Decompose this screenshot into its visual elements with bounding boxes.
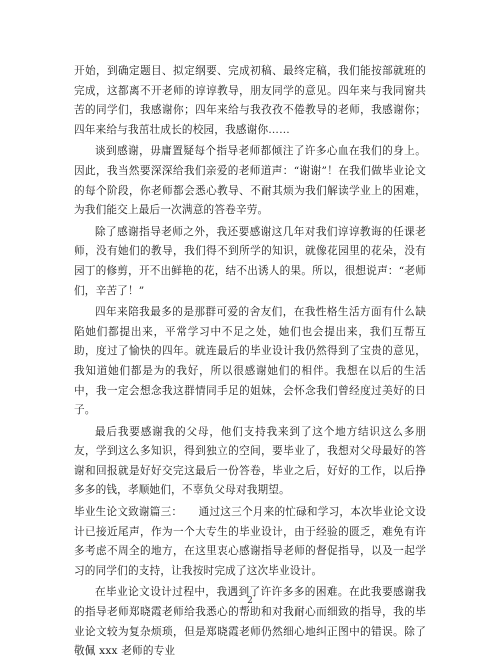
paragraph-4: 四年来陪我最多的是那群可爱的舍友们，在我性格生活方面有什么缺陷她们都提出来，平常学习中不足之处，她们也会提出来，我们互帮互助，度过了愉快的四年。就连最后的毕业设计我仍然得到了宝贵的意见，我知道她们都是为的我好，所以很感谢她们的相伴。我想在以后的生活中，我一定会想念我这群情同手足的姐妹，会怀念我们曾经度过美好的日子。 — [74, 306, 426, 417]
paragraph-7: 在毕业论文设计过程中，我遇到了许许多多的困难。在此我要感谢我的指导老师郑晓霞老师给我悉心的帮助和对我耐心而细致的指导，我的毕业论文较为复杂烦琐，但是郑晓霞老师仍然细心地纠正图中的错误。除了敬佩 xxx 老师的专业 — [74, 586, 426, 658]
paragraph-2: 谈到感谢，毋庸置疑每个指导老师都倾注了许多心血在我们的身上。因此，我当然要深深给我们亲爱的老师道声：“谢谢”！在我们做毕业论文的每个阶段，你老师都会悉心教导、不耐其烦为我们解读学业上的困难，为我们能交上最后一次满意的答卷辛劳。 — [74, 145, 426, 217]
paragraph-3: 除了感谢指导老师之外，我还要感谢这几年对我们谆谆教诲的任课老师，没有她们的教导，我们得不到所学的知识，就像花园里的花朵，没有园丁的修剪，开不出鲜艳的花，结不出诱人的果。所以，很想说声：“老师们，辛苦了！” — [74, 225, 426, 297]
page-number: 2 — [247, 596, 253, 606]
paragraph-6-section-heading: 毕业生论文致谢篇三： 通过这三个月来的忙碌和学习，本次毕业论文设计已接近尾声，作为一个大专生的毕业设计，由于经验的匮乏，难免有许多考虑不周全的地方，在这里衷心感谢指导老师的督促指导，以及一起学习的同学们的支持，让我按时完成了这次毕业设计。 — [74, 506, 426, 577]
paragraph-1: 开始，到确定题目、拟定纲要、完成初稿、最终定稿，我们能按部就班的完成，这都离不开老师的谆谆教导，朋友同学的意见。四年来与我同窗共苦的同学们，我感谢你；四年来给与我孜孜不倦教导的老师，我感谢你；四年来给与我茁壮成长的校园，我感谢你…… — [74, 65, 426, 136]
document-page — [74, 62, 426, 662]
paragraph-5: 最后我要感谢我的父母，他们支持我来到了这个地方结识这么多朋友，学到这么多知识，得到独立的空间，要毕业了，我想对父母最好的答谢和回报就是好好交完这最后一份答卷，毕业之后，好好的工作，以后挣多多的钱，孝顺她们，不辜负父母对我期望。 — [74, 425, 426, 497]
